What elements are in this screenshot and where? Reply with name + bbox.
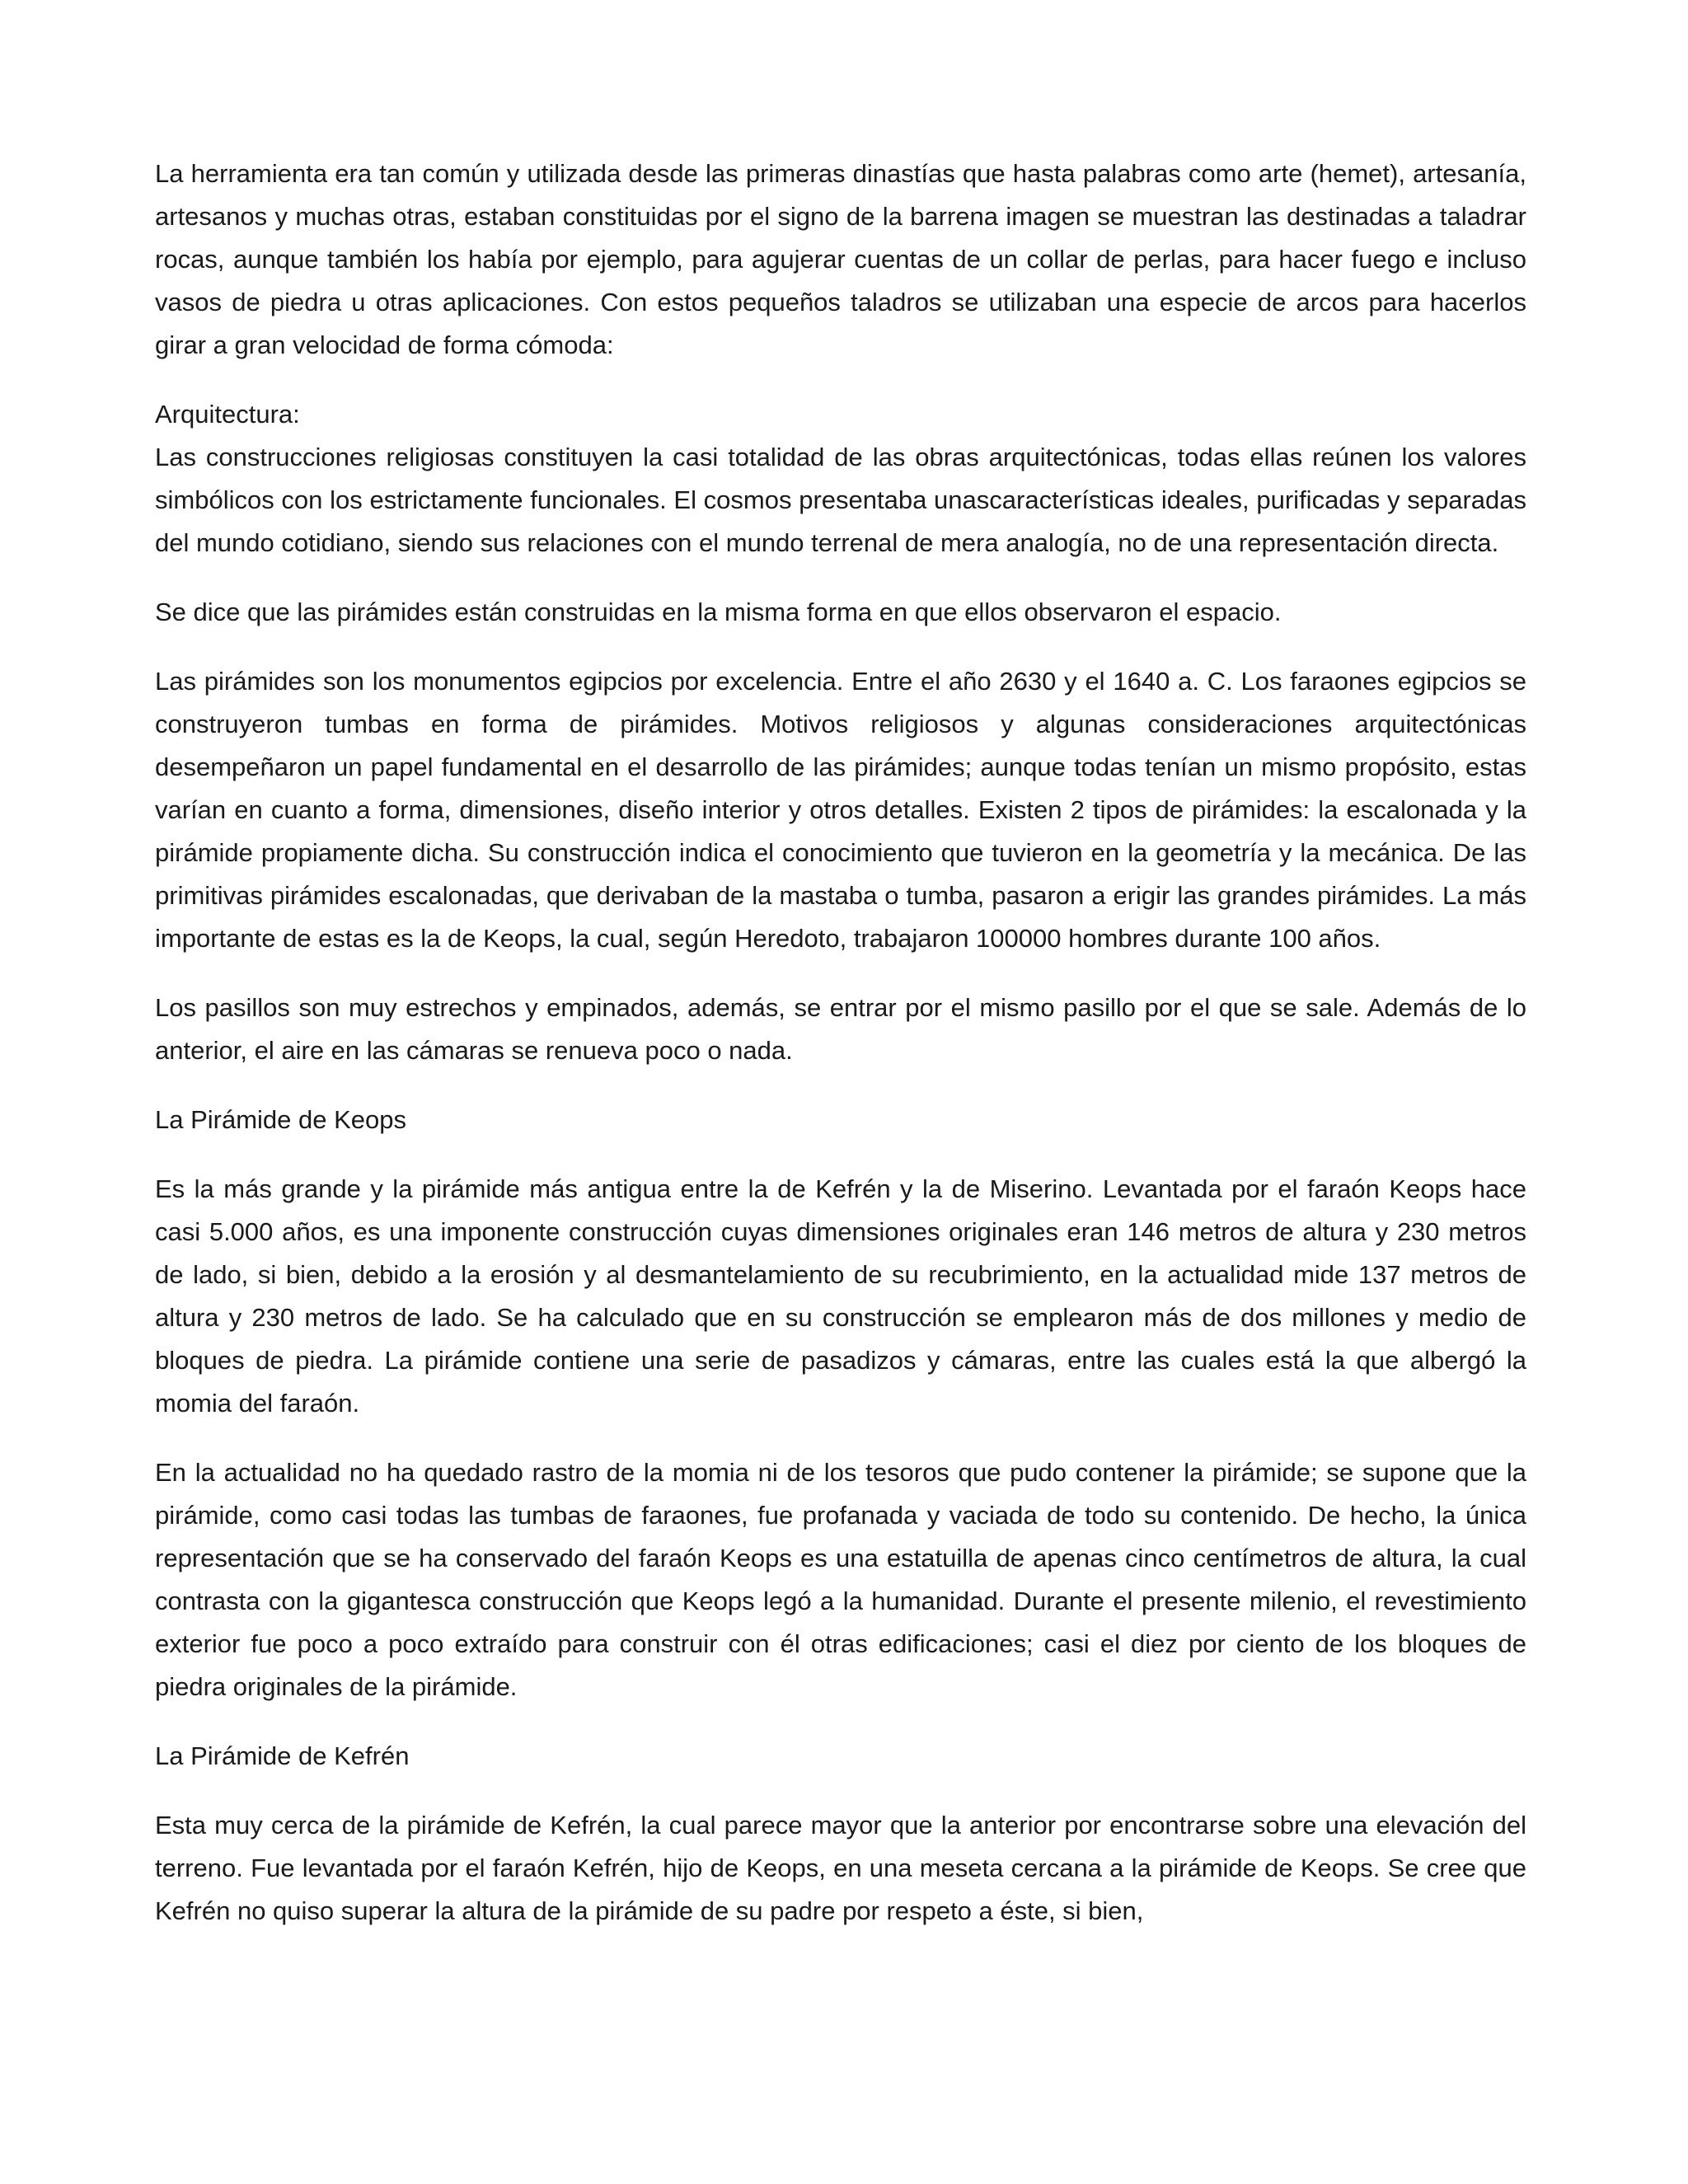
paragraph-religious-constructions: Las construcciones religiosas constituyen la casi totalidad de las obras arquitectónicas, todas ellas reúnen los valores simbólicos con los estrictamente funcionales. El cosmos presentaba unascaracterísticas ideales, purificadas y separadas del mundo cotidiano, siendo sus relaciones con el mundo terrenal de mera analogía, no de una representación directa. [155, 443, 1526, 557]
paragraph-pyramids-space: Se dice que las pirámides están construidas en la misma forma en que ellos observaron el espacio. [155, 598, 1282, 626]
document-body [155, 152, 1526, 1959]
heading-keops: La Pirámide de Keops [155, 1105, 407, 1134]
heading-kefren: La Pirámide de Kefrén [155, 1741, 410, 1770]
paragraph-drill-tool: La herramienta era tan común y utilizada desde las primeras dinastías que hasta palabras como arte (hemet), artesanía, artesanos y muchas otras, estaban constituidas por el signo de la barrena imagen se muestran las destinadas a taladrar rocas, aunque también los había por ejemplo, para agujerar cuentas de un collar de perlas, para hacer fuego e incluso vasos de piedra u otras aplicaciones. Con estos pequeños taladros se utilizaban una especie de arcos para hacerlos girar a gran velocidad de forma cómoda: [155, 159, 1526, 359]
paragraph-pyramids-monuments: Las pirámides son los monumentos egipcios por excelencia. Entre el año 2630 y el 1640 a. C. Los faraones egipcios se construyeron tumbas en forma de pirámides. Motivos religiosos y algunas consideraciones arquitectónicas desempeñaron un papel fundamental en el desarrollo de las pirámides; aunque todas tenían un mismo propósito, estas varían en cuanto a forma, dimensiones, diseño interior y otros detalles. Existen 2 tipos de pirámides: la escalonada y la pirámide propiamente dicha. Su construcción indica el conocimiento que tuvieron en la geometría y la mecánica. De las primitivas pirámides escalonadas, que derivaban de la mastaba o tumba, pasaron a erigir las grandes pirámides. La más importante de estas es la de Keops, la cual, según Heredoto, trabajaron 100000 hombres durante 100 años. [155, 667, 1526, 953]
paragraph-keops-description: Es la más grande y la pirámide más antigua entre la de Kefrén y la de Miserino. Levantada por el faraón Keops hace casi 5.000 años, es una imponente construcción cuyas dimensiones originales eran 146 metros de altura y 230 metros de lado, si bien, debido a la erosión y al desmantelamiento de su recubrimiento, en la actualidad mide 137 metros de altura y 230 metros de lado. Se ha calculado que en su construcción se emplearon más de dos millones y medio de bloques de piedra. La pirámide contiene una serie de pasadizos y cámaras, entre las cuales está la que albergó la momia del faraón. [155, 1174, 1526, 1418]
paragraph-corridors: Los pasillos son muy estrechos y empinados, además, se entrar por el mismo pasillo por el que se sale. Además de lo anterior, el aire en las cámaras se renueva poco o nada. [155, 993, 1526, 1065]
paragraph-keops-current-state: En la actualidad no ha quedado rastro de la momia ni de los tesoros que pudo contener la pirámide; se supone que la pirámide, como casi todas las tumbas de faraones, fue profanada y vaciada de todo su contenido. De hecho, la única representación que se ha conservado del faraón Keops es una estatuilla de apenas cinco centímetros de altura, la cual contrasta con la gigantesca construcción que Keops legó a la humanidad. Durante el presente milenio, el revestimiento exterior fue poco a poco extraído para construir con él otras edificaciones; casi el diez por ciento de los bloques de piedra originales de la pirámide. [155, 1458, 1526, 1701]
heading-arquitectura: Arquitectura: [155, 400, 300, 429]
paragraph-kefren-description: Esta muy cerca de la pirámide de Kefrén, la cual parece mayor que la anterior por encontrarse sobre una elevación del terreno. Fue levantada por el faraón Kefrén, hijo de Keops, en una meseta cercana a la pirámide de Keops. Se cree que Kefrén no quiso superar la altura de la pirámide de su padre por respeto a éste, si bien, [155, 1811, 1526, 1925]
